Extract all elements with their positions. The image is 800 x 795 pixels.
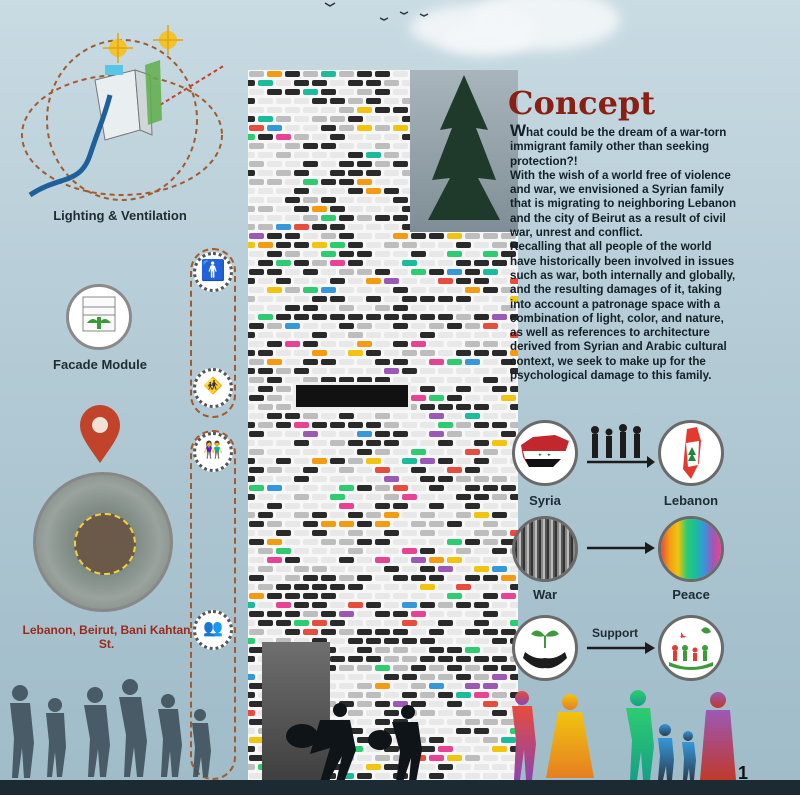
migrating-family-icon	[585, 422, 655, 472]
aerial-map	[33, 472, 173, 612]
colorful-family-silhouettes	[500, 684, 740, 784]
page-number: 1	[738, 763, 749, 783]
tree-opening	[410, 70, 518, 232]
war-label: War	[532, 587, 558, 602]
cloud	[440, 25, 530, 55]
facade-module-label: Facade Module	[53, 357, 147, 372]
window-slot	[293, 382, 411, 410]
concept-line: and war, we envisioned a Syrian family	[510, 183, 724, 197]
family-peace-icon	[658, 615, 724, 681]
building-facade	[248, 70, 518, 782]
refugee-silhouettes	[0, 675, 250, 785]
concept-line: as well as references to architecture	[510, 326, 710, 340]
elderly-couple-icon: 👥	[193, 610, 233, 650]
site-highlight	[74, 513, 136, 575]
arrow-icon	[585, 540, 655, 556]
adult-person-icon: 🚹	[193, 252, 233, 292]
lighting-ventilation-label: Lighting & Ventilation	[53, 208, 187, 223]
concept-line: hat could be the dream of a war-torn	[526, 126, 727, 139]
concept-line: that is migrating to neighboring Lebanon	[510, 197, 737, 211]
war-icon	[512, 516, 578, 582]
foreground-silhouettes	[280, 700, 440, 785]
lebanon-map-icon	[658, 420, 724, 486]
concept-title: Concept	[508, 84, 656, 122]
couple-icon: 👫	[193, 432, 233, 472]
concept-line: combination of light, color, and nature,	[510, 311, 724, 325]
support-hands-icon	[512, 615, 578, 681]
location-pin-icon	[78, 405, 122, 465]
concept-line: have historically been involved in issues	[510, 254, 735, 268]
lebanon-label: Lebanon	[663, 493, 719, 508]
concept-text	[510, 121, 800, 383]
facade-module-icon	[66, 284, 132, 350]
concept-line: war, unrest and conflict.	[510, 226, 643, 240]
peace-icon	[658, 516, 724, 582]
concept-line: protection?!	[510, 154, 578, 168]
location-label: Lebanon, Beirut, Bani Kahtan St.	[22, 623, 191, 651]
concept-line: Recalling that all people of the world	[510, 240, 712, 254]
concept-line: With the wish of a world free of violence	[510, 168, 731, 182]
concept-line: and the city of Beirut as a result of civil	[510, 211, 726, 225]
ground-strip	[0, 780, 800, 795]
concept-dropcap: W	[510, 121, 527, 140]
lighting-ventilation-diagram	[10, 25, 245, 210]
support-label: Support	[592, 626, 638, 640]
concept-line: derived from Syrian and Arabic cultural	[510, 340, 727, 354]
child-person-icon: 🚸	[193, 368, 233, 408]
syria-label: Syria	[529, 493, 561, 508]
concept-line: into account a patronage space with a	[510, 297, 721, 311]
concept-line: and the resulting damages of it, taking	[510, 283, 722, 297]
concept-line: psychological damage to this family.	[510, 369, 712, 383]
peace-label: Peace	[672, 587, 710, 602]
arrow-icon	[585, 640, 655, 656]
syria-map-icon	[512, 420, 578, 486]
concept-line: context, we seek to make up for the	[510, 354, 706, 368]
birds	[320, 0, 440, 30]
concept-line: such as war, both internally and globally,	[510, 268, 736, 282]
concept-line: immigrant family other than seeking	[510, 140, 710, 154]
